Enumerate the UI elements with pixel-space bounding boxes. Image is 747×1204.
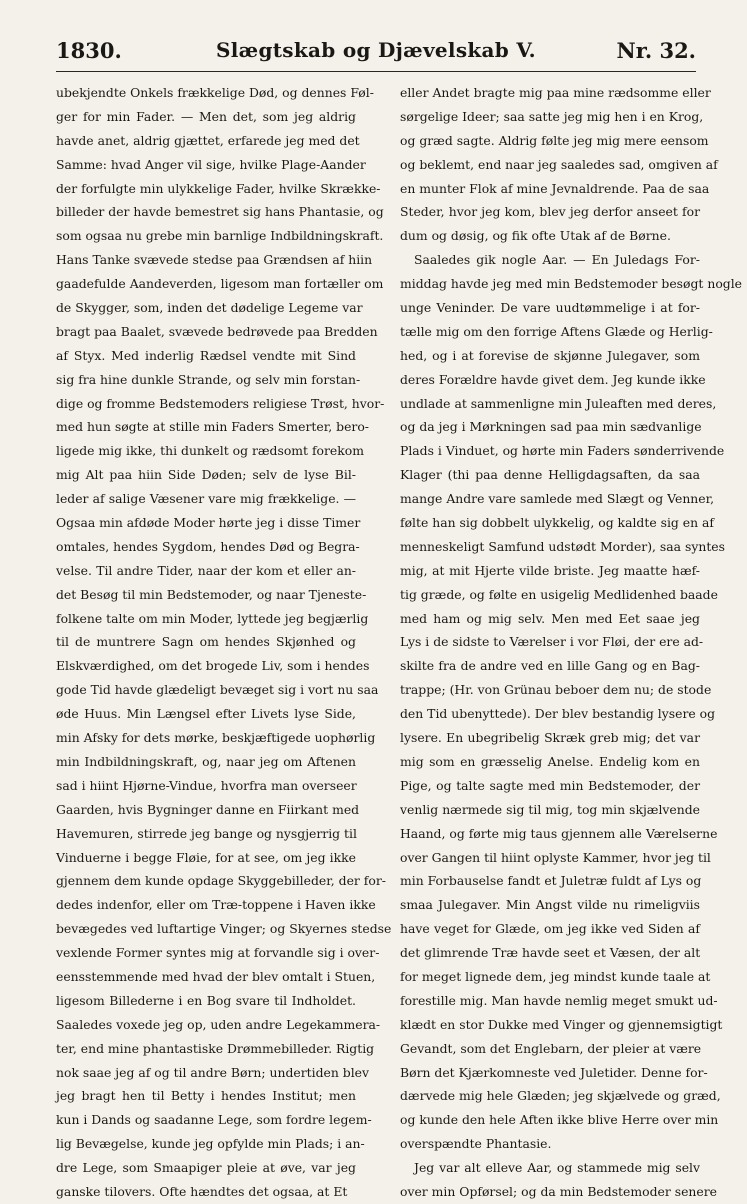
text-line: unge Veninder. De vare uudtømmelige i at for-: [400, 300, 700, 316]
text-line: det Besøg til min Bedstemoder, og naar Tjeneste-: [56, 586, 367, 602]
text-line: for meget lignede dem, jeg mindst kunde taale at: [400, 968, 711, 984]
text-line: og græd sagte. Aldrig følte jeg mig mere eensom: [400, 132, 709, 148]
text-line: lig Bevægelse, kunde jeg opfylde min Plads; i an-: [56, 1136, 365, 1152]
text-line: Klager (thi paa denne Helligdagsaften, da saa: [400, 467, 700, 483]
header-title: Slægtskab og Djævelskab V.: [216, 38, 536, 62]
text-line: ganske tilovers. Ofte hændtes det ogsaa, at Et: [56, 1183, 348, 1199]
page-header: [56, 34, 696, 68]
text-line: sig fra hine dunkle Strande, og selv min forstan-: [56, 371, 361, 387]
text-line: Børn det Kjærkomneste ved Juletider. Denne for-: [400, 1064, 708, 1080]
text-line: menneskeligt Samfund udstødt Morder), saa syntes: [400, 538, 726, 554]
text-line: venlig nærmede sig til mig, tog min skjælvende: [400, 801, 700, 817]
text-line: smaa Julegaver. Min Angst vilde nu rimeligviis: [400, 897, 700, 913]
text-line: trappe; (Hr. von Grünau beboer dem nu; de stode: [400, 682, 712, 698]
text-line: over min Opførsel; og da min Bedstemoder senere: [400, 1183, 717, 1199]
text-line: kun i Dands og saadanne Lege, som fordre legem-: [56, 1112, 372, 1128]
text-line: min Indbildningskraft, og, naar jeg om Aftenen: [56, 753, 356, 769]
text-line: og beklemt, end naar jeg saaledes sad, omgiven af: [400, 156, 718, 172]
text-line: nok saae jeg af og til andre Børn; undertiden blev: [56, 1064, 369, 1080]
text-line: dre Lege, som Smaapiger pleie at øve, var jeg: [56, 1160, 356, 1176]
text-column-right: [400, 81, 743, 1204]
text-line: dige og fromme Bedstemoders religiese Trøst, hvor-: [56, 395, 385, 411]
header-rule: [56, 71, 696, 72]
text-line: Gevandt, som det Englebarn, der pleier at være: [400, 1040, 702, 1056]
text-line: forestille mig. Man havde nemlig meget smukt ud-: [400, 992, 718, 1008]
text-line: Jeg var alt elleve Aar, og stammede mig selv: [414, 1160, 700, 1176]
text-line: overspændte Phantasie.: [400, 1136, 552, 1152]
text-line: skilte fra de andre ved en lille Gang og en Bag-: [400, 658, 700, 674]
text-column-left: [56, 81, 392, 1204]
text-line: Pige, og talte sagte med min Bedstemoder, der: [400, 777, 700, 793]
header-issue-number: Nr. 32.: [616, 38, 696, 63]
text-line: Hans Tanke svævede stedse paa Grændsen af hiin: [56, 252, 373, 268]
text-line: eller Andet bragte mig paa mine rædsomme eller: [400, 85, 711, 100]
text-line: Havemuren, stirrede jeg bange og nysgjerrig til: [56, 825, 357, 841]
text-line: hed, og i at forevise de skjønne Julegaver, som: [400, 347, 700, 363]
text-line: undlade at sammenligne min Juleaften med deres,: [400, 395, 717, 411]
text-line: Haand, og førte mig taus gjennem alle Værelserne: [400, 825, 718, 841]
text-line: min Forbauselse fandt et Juletræ fuldt af Lys og: [400, 873, 702, 889]
text-line: min Afsky for dets mørke, beskjæftigede uophørlig: [56, 730, 376, 746]
text-line: Gaarden, hvis Bygninger danne en Fiirkant med: [56, 801, 360, 817]
text-line: af Styx. Med inderlig Rædsel vendte mit Sind: [56, 347, 356, 363]
text-line: eensstemmende med hvad der blev omtalt i Stuen,: [56, 968, 376, 984]
text-line: velse. Til andre Tider, naar der kom et eller an-: [56, 562, 356, 578]
text-line: klædt en stor Dukke med Vinger og gjennemsigtigt: [400, 1016, 723, 1032]
text-line: Steder, hvor jeg kom, blev jeg derfor anseet for: [400, 204, 700, 220]
text-line: Samme: hvad Anger vil sige, hvilke Plage-Aander: [56, 156, 366, 172]
text-line: til de muntrere Sagn om hendes Skjønhed og: [56, 634, 356, 650]
text-line: have veget for Glæde, om jeg ikke ved Siden af: [400, 921, 700, 937]
text-line: mig som en græsselig Anelse. Endelig kom en: [400, 753, 700, 769]
text-line: gode Tid havde glædeligt bevæget sig i vort nu saa: [56, 682, 379, 698]
text-line: gaadefulde Aandeverden, ligesom man fortæller om: [56, 276, 384, 292]
text-line: mig, at mit Hjerte vilde briste. Jeg maatte hæf-: [400, 562, 700, 578]
text-line: dærvede mig hele Glæden; jeg skjælvede og græd,: [400, 1088, 721, 1104]
text-line: vexlende Former syntes mig at forvandle sig i over-: [56, 945, 380, 961]
text-line: ligesom Billederne i en Bog svare til Indholdet.: [56, 992, 356, 1008]
text-line: med hun søgte at stille min Faders Smerter, bero-: [56, 419, 369, 435]
text-line: følte han sig dobbelt ulykkelig, og kaldte sig en af: [400, 515, 715, 531]
text-line: over Gangen til hiint oplyste Kammer, hvor jeg til: [400, 849, 711, 865]
text-line: og da jeg i Mørkningen sad paa min sædvanlige: [400, 419, 702, 435]
text-line: jeg bragt hen til Betty i hendes Institut; men: [56, 1088, 356, 1104]
text-line: sørgelige Ideer; saa satte jeg mig hen i en Krog,: [400, 108, 704, 124]
text-line: lysere. En ubegribelig Skræk greb mig; det var: [400, 730, 700, 746]
text-line: øde Huus. Min Længsel efter Livets lyse Side,: [56, 706, 356, 722]
text-line: tælle mig om den forrige Aftens Glæde og Herlig-: [400, 323, 713, 339]
text-line: Saaledes voxede jeg op, uden andre Legekammera-: [56, 1016, 381, 1032]
text-line: leder af salige Væsener vare mig frækkelige. —: [56, 491, 356, 507]
text-line: Elskværdighed, om det brogede Liv, som i hendes: [56, 658, 370, 674]
text-line: bevægedes ved luftartige Vinger; og Skyernes stedse: [56, 921, 392, 937]
header-year: 1830.: [56, 38, 122, 63]
text-line: det glimrende Træ havde seet et Væsen, der alt: [400, 945, 701, 961]
text-line: den Tid ubenyttede). Der blev bestandig lysere og: [400, 706, 716, 722]
text-line: folkene talte om min Moder, lyttede jeg begjærlig: [56, 610, 369, 626]
text-line: dum og døsig, og fik ofte Utak af de Børne.: [400, 228, 671, 244]
text-line: sad i hiint Hjørne-Vindue, hvorfra man overseer: [56, 777, 357, 793]
text-line: middag havde jeg med min Bedstemoder besøgt nogle: [400, 276, 743, 292]
text-line: Vinduerne i begge Fløie, for at see, om jeg ikke: [56, 849, 356, 865]
text-line: mange Andre vare samlede med Slægt og Venner,: [400, 491, 715, 507]
text-line: ger for min Fader. — Men det, som jeg aldrig: [56, 108, 356, 124]
text-line: en munter Flok af mine Jevnaldrende. Paa de saa: [400, 180, 710, 196]
text-line: ligede mig ikke, thi dunkelt og rædsomt forekom: [56, 443, 364, 459]
text-line: ubekjendte Onkels frækkelige Død, og dennes Føl-: [56, 85, 374, 100]
text-line: deres Forældre havde givet dem. Jeg kunde ikke: [400, 371, 706, 387]
text-line: Saaledes gik nogle Aar. — En Juledags For-: [414, 252, 700, 268]
text-line: dedes indenfor, eller om Træ-toppene i Haven ikke: [56, 897, 376, 913]
text-line: med ham og mig selv. Men med Eet saae jeg: [400, 610, 700, 626]
text-line: tig græde, og følte en usigelig Medlidenhed baade: [400, 586, 718, 602]
text-line: omtales, hendes Sygdom, hendes Død og Begra-: [56, 538, 360, 554]
text-line: Lys i de sidste to Værelser i vor Fløi, der ere ad-: [400, 634, 704, 650]
text-line: ter, end mine phantastiske Drømmebilleder. Rigtig: [56, 1040, 375, 1056]
text-line: Ogsaa min afdøde Moder hørte jeg i disse Timer: [56, 515, 361, 531]
text-line: som ogsaa nu grebe min barnlige Indbildningskraft.: [56, 228, 384, 244]
text-line: mig Alt paa hiin Side Døden; selv de lyse Bil-: [56, 467, 356, 483]
text-line: billeder der havde bemestret sig hans Phantasie, og: [56, 204, 384, 220]
text-line: de Skygger, som, inden det dødelige Legeme var: [56, 300, 363, 316]
text-line: gjennem dem kunde opdage Skyggebilleder, der for-: [56, 873, 386, 889]
text-line: og kunde den hele Aften ikke blive Herre over min: [400, 1112, 719, 1128]
text-line: der forfulgte min ulykkelige Fader, hvilke Skrække-: [56, 180, 381, 196]
text-line: havde anet, aldrig gjættet, erfarede jeg med det: [56, 132, 360, 148]
text-line: bragt paa Baalet, svævede bedrøvede paa Bredden: [56, 323, 378, 339]
text-line: Plads i Vinduet, og hørte min Faders sønderrivende: [400, 443, 725, 459]
